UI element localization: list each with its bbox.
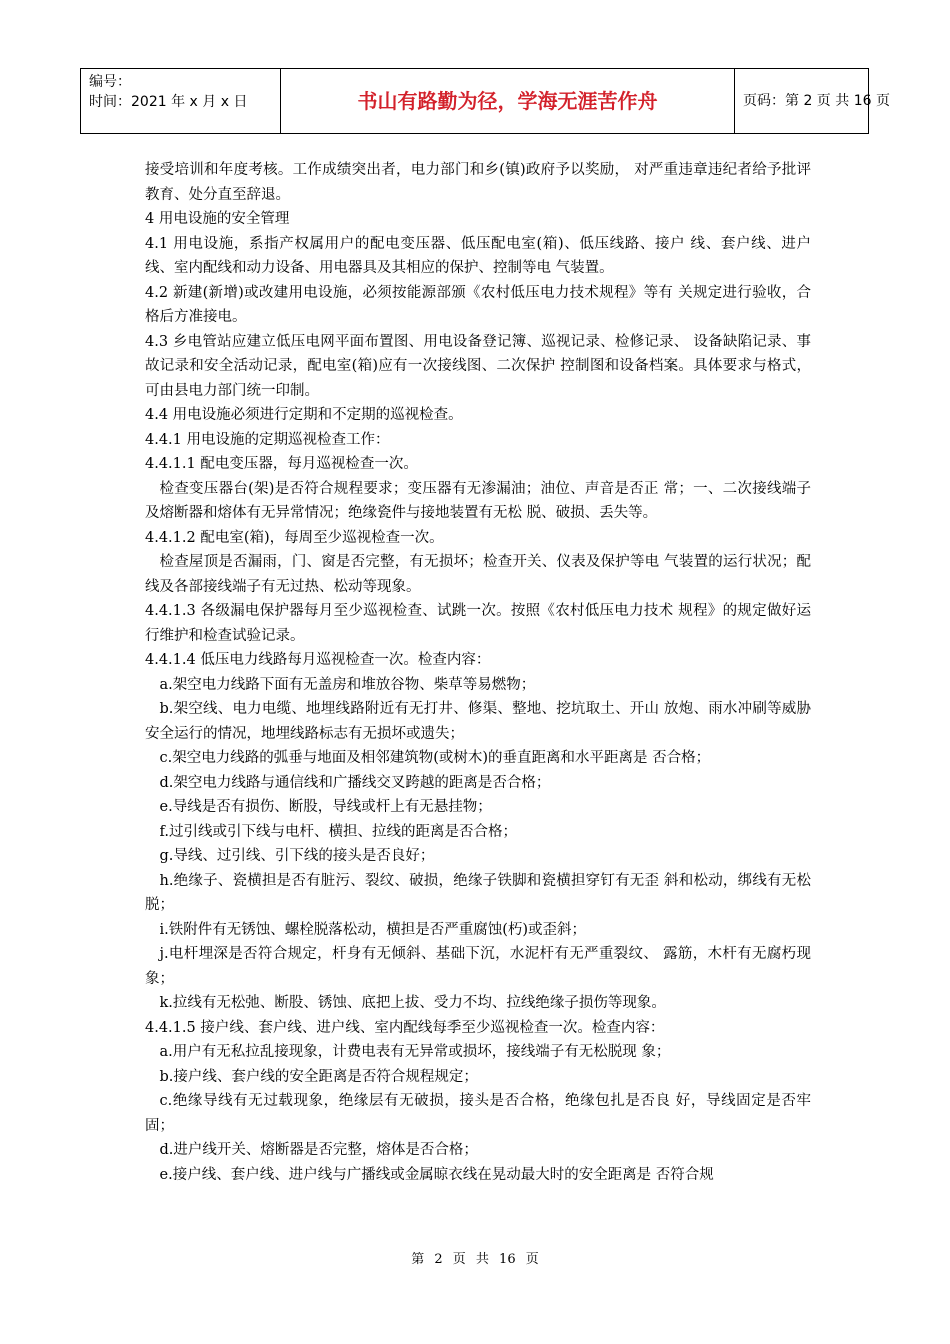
document-date-label: 时间：2021 年 x 月 x 日 [89, 94, 248, 110]
body-paragraph: 4.4 用电设施必须进行定期和不定期的巡视检查。 [145, 407, 463, 423]
body-paragraph: k.拉线有无松弛、断股、锈蚀、底把上拔、受力不均、拉线绝缘子损伤等现象。 [159, 995, 666, 1011]
body-paragraph: 4.4.1.2 配电室(箱)，每周至少巡视检查一次。 [145, 529, 444, 546]
body-paragraph: j.电杆埋深是否符合规定，杆身有无倾斜、基础下沉，水泥杆有无严重裂纹、 露筋，木杆有无腐朽现象； [145, 946, 811, 987]
body-paragraph: 4.2 新建(新增)或改建用电设施，必须按能源部颁《农村低压电力技术规程》等有 关规定进行验收，合格后方准接电。 [145, 284, 811, 325]
body-paragraph: d.架空电力线路与通信线和广播线交叉跨越的距离是否合格； [159, 774, 551, 791]
document-number-label: 编号： [89, 74, 131, 90]
body-paragraph: e.接户线、套户线、进户线与广播线或金属晾衣线在晃动最大时的安全距离是 否符合规 [159, 1166, 714, 1183]
body-paragraph: g.导线、过引线、引下线的接头是否良好； [159, 848, 435, 864]
body-paragraph: c.架空电力线路的弧垂与地面及相邻建筑物(或树木)的垂直距离和水平距离是 否合格； [159, 750, 711, 766]
document-body [145, 158, 811, 1187]
page-footer: 第 2 页 共 16 页 [411, 1252, 539, 1267]
body-paragraph: a.用户有无私拉乱接现象，计费电表有无异常或损坏，接线端子有无松脱现 象； [159, 1044, 671, 1060]
body-paragraph: 4.4.1.1 配电变压器，每月巡视检查一次。 [145, 456, 418, 472]
document-header [80, 68, 890, 134]
body-paragraph: 4.4.1.5 接户线、套户线、进户线、室内配线每季至少巡视检查一次。检查内容： [145, 1019, 665, 1036]
header-meta-cell [81, 69, 281, 133]
body-paragraph: c.绝缘导线有无过载现象，绝缘层有无破损，接头是否合格，绝缘包扎是否良 好，导线固定是否牢固； [145, 1093, 811, 1134]
body-paragraph: 4.1 用电设施，系指产权属用户的配电变压器、低压配电室(箱)、低压线路、接户 线、套户线、进户线、室内配线和动力设备、用电器具及其相应的保护、控制等电 气装置。 [145, 235, 811, 276]
body-paragraph: 4.4.1.3 各级漏电保护器每月至少巡视检查、试跳一次。按照《农村低压电力技术 规程》的规定做好运行维护和检查试验记录。 [145, 603, 811, 644]
body-paragraph: e.导线是否有损伤、断股，导线或杆上有无悬挂物； [159, 799, 492, 815]
body-paragraph: 检查变压器台(架)是否符合规程要求；变压器有无渗漏油；油位、声音是否正 常；一、二次接线端子及熔断器和熔体有无异常情况；绝缘瓷件与接地装置有无松 脱、破损、丢失等。 [145, 480, 811, 521]
body-paragraph: b.架空线、电力电缆、地埋线路附近有无打井、修渠、整地、挖坑取土、开山 放炮、雨水冲刷等威胁安全运行的情况，地埋线路标志有无损坏或遗失； [145, 701, 811, 742]
body-paragraph: 4.4.1 用电设施的定期巡视检查工作： [145, 431, 390, 448]
body-paragraph: 接受培训和年度考核。工作成绩突出者，电力部门和乡(镇)政府予以奖励， 对严重违章违纪者给予批评教育、处分直至辞退。 [145, 162, 811, 203]
body-paragraph: i.铁附件有无锈蚀、螺栓脱落松动，横担是否严重腐蚀(朽)或歪斜； [159, 921, 587, 938]
body-paragraph: f.过引线或引下线与电杆、横担、拉线的距离是否合格； [159, 823, 517, 840]
body-paragraph: 4 用电设施的安全管理 [145, 211, 290, 227]
body-paragraph: d.进户线开关、熔断器是否完整，熔体是否合格； [159, 1142, 478, 1158]
body-paragraph: b.接户线、套户线的安全距离是否符合规程规定； [159, 1068, 478, 1085]
body-paragraph: a.架空电力线路下面有无盖房和堆放谷物、柴草等易燃物； [159, 676, 536, 693]
body-paragraph: 4.4.1.4 低压电力线路每月巡视检查一次。检查内容： [145, 652, 491, 668]
header-page-info: 页码：第 2 页 共 16 页 [743, 93, 890, 109]
body-paragraph: 检查屋顶是否漏雨，门、窗是否完整，有无损坏；检查开关、仪表及保护等电 气装置的运行状况；配线及各部接线端子有无过热、松动等现象。 [145, 554, 811, 595]
body-paragraph: 4.3 乡电管站应建立低压电网平面布置图、用电设备登记簿、巡视记录、检修记录、 设备缺陷记录、事故记录和安全活动记录，配电室(箱)应有一次接线图、二次保护 控制图和设备档案。具体要求与格式，可由县电力部门统一印制。 [145, 333, 811, 399]
body-paragraph: h.绝缘子、瓷横担是否有脏污、裂纹、破损，绝缘子铁脚和瓷横担穿钉有无歪 斜和松动，绑线有无松脱； [145, 872, 811, 913]
header-motto: 书山有路勤为径，学海无涯苦作舟 [281, 69, 735, 133]
